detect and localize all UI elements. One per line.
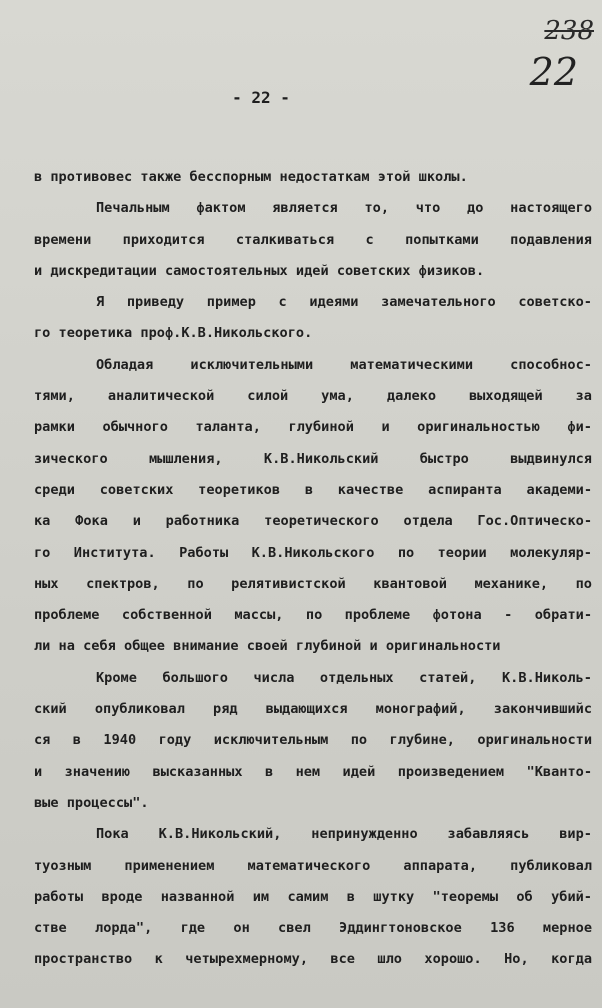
text-line: го теоретика проф.К.В.Никольского. [34,325,313,342]
handwritten-page-number: 22 [529,50,578,94]
text-line: ский опубликовал ряд выдающихся монографий, закончившийс [34,701,592,718]
text-line: проблеме собственной массы, по проблеме фотона - обрати- [34,607,592,624]
text-line: Кроме большого числа отдельных статей, К.В.Николь- [96,669,592,686]
text-line: ли на себя общее внимание своей глубиной и оригинальности [34,638,501,655]
text-line: и значению высказанных в нем идей произведением "Кванто- [34,763,592,780]
text-body [34,162,592,976]
text-line: ных спектров, по релятивистской квантовой механике, по [34,575,592,592]
text-line: Печальным фактом является то, что до настоящего [96,200,592,217]
text-line: зического мышления, К.В.Никольский быстро выдвинулся [34,450,592,467]
text-line: ка Фока и работника теоретического отдела Гос.Оптическо- [34,513,592,530]
text-line: времени приходится сталкиваться с попытками подавления [34,231,592,248]
text-line: туозным применением математического аппарата, публиковал [34,857,592,874]
text-line: среди советских теоретиков в качестве аспиранта академи- [34,481,592,498]
text-line: пространство к четырехмерному, все шло хорошо. Но, когда [34,951,592,968]
text-line: работы вроде названной им самим в шутку "теоремы об убий- [34,888,592,905]
text-line: Обладая исключительными математическими способнос- [96,356,592,373]
text-line: тями, аналитической силой ума, далеко выходящей за [34,388,592,405]
page-number: - 22 - [232,88,290,107]
text-line: го Института. Работы К.В.Никольского по теории молекуляр- [34,544,592,561]
text-line: и дискредитации самостоятельных идей советских физиков. [34,262,485,279]
archive-number [544,16,594,46]
text-line: в противовес также бесспорным недостаткам этой школы. [34,169,468,185]
text-line: вые процессы". [34,794,149,811]
text-line: Я приведу пример с идеями замечательного советско- [96,294,592,311]
text-line: ся в 1940 году исключительным по глубине, оригинальности [34,732,592,749]
text-line: Пока К.В.Никольский, непринужденно забавляясь вир- [96,826,592,843]
text-line: рамки обычного таланта, глубиной и оригинальностью фи- [34,419,592,436]
archive-number-value: 238 [544,16,594,46]
text-line: стве лорда", где он свел Эддингтоновское 136 мерное [34,920,592,937]
